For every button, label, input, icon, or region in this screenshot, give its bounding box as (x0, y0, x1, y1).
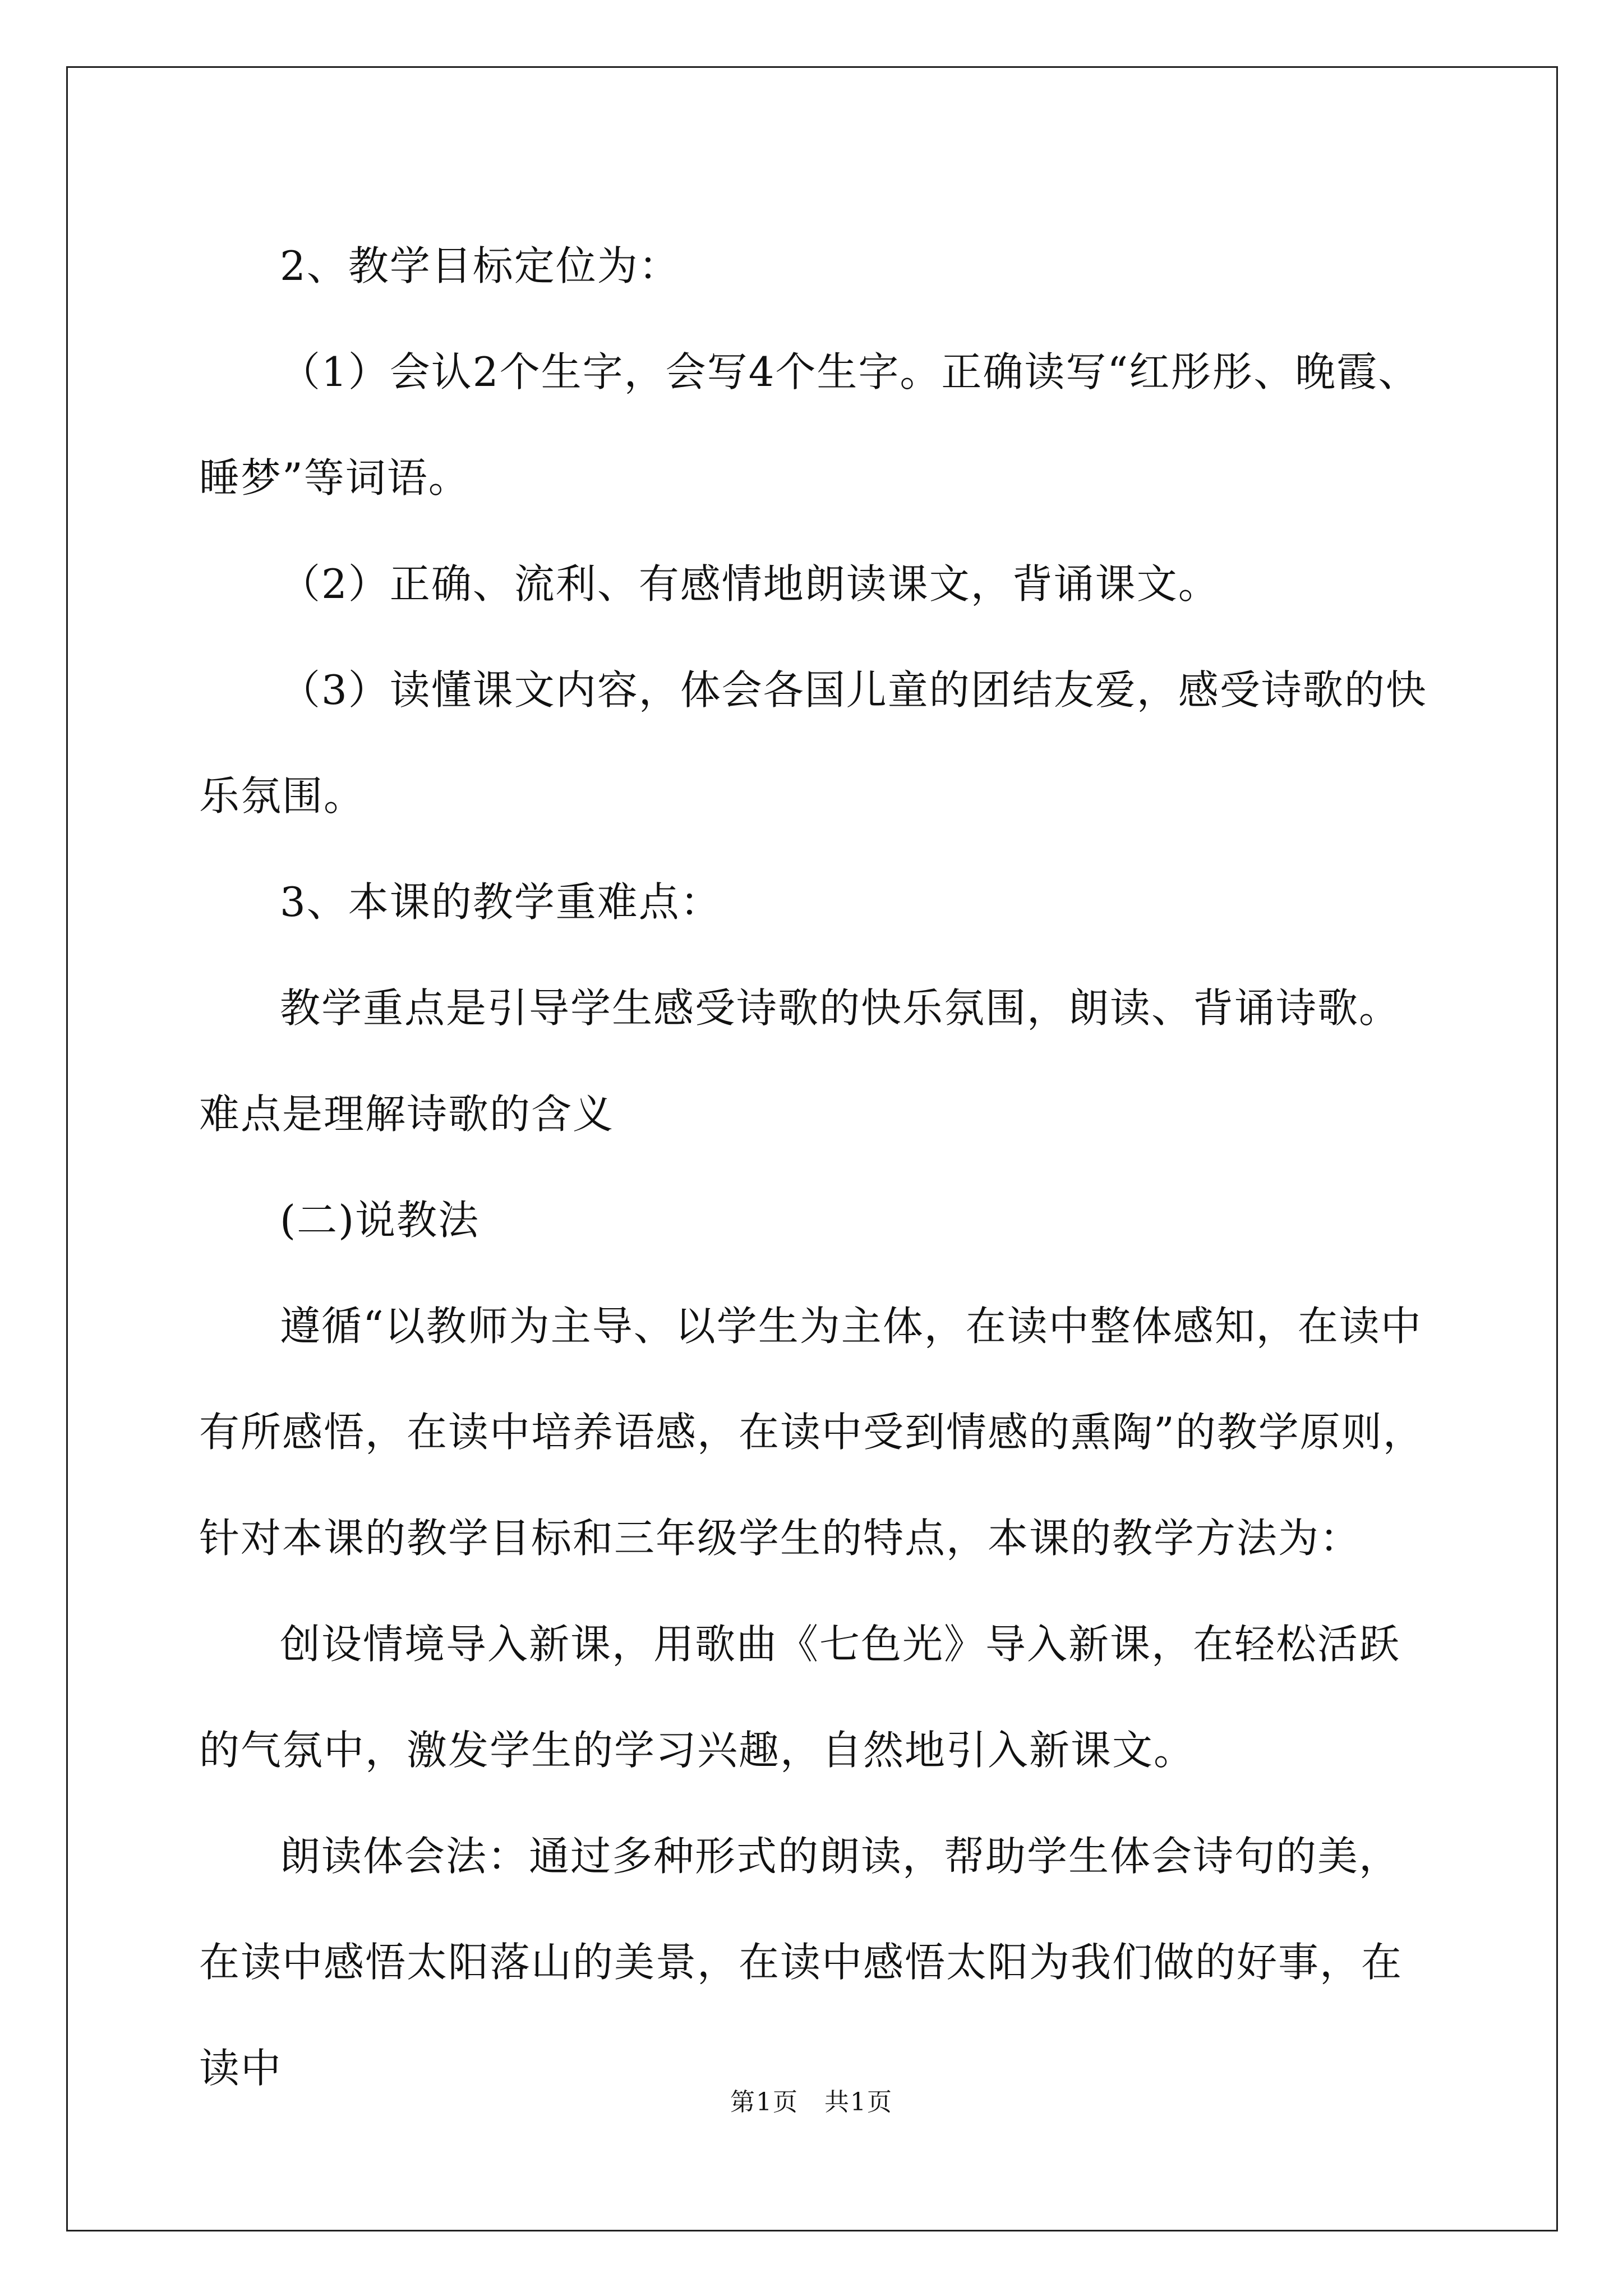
paragraph-goal-2: （2）正确、流利、有感情地朗读课文，背诵课文。 (280, 560, 1220, 608)
paragraph-goal-1: （1）会认2个生字，会写4个生字。正确读写“红彤彤、晚霞、睡梦”等词语。 (199, 348, 1420, 501)
paragraph-goal-3: （3）读懂课文内容，体会各国儿童的团结友爱，感受诗歌的快乐氛围。 (199, 666, 1427, 820)
paragraph-reading-method: 朗读体会法：通过多种形式的朗读，帮助学生体会诗句的美，在读中感悟太阳落山的美景，在读中感悟太阳为我们做的好事，在读中 (199, 1833, 1403, 2092)
paragraph-teaching-goals-heading: 2、教学目标定位为： (280, 242, 680, 289)
page-footer (0, 2086, 1623, 2119)
paragraph-teaching-method-heading: (二)说教法 (280, 1197, 480, 1244)
paragraph-key-points-heading: 3、本课的教学重难点： (280, 878, 722, 926)
paragraph-key-points: 教学重点是引导学生感受诗歌的快乐氛围，朗读、背诵诗歌。难点是理解诗歌的含义 (199, 984, 1401, 1138)
page-total: 共1页 (824, 2088, 893, 2116)
paragraph-teaching-principle: 遵循“以教师为主导、以学生为主体，在读中整体感知，在读中有所感悟，在读中培养语感，在读中受到情感的熏陶”的教学原则，针对本课的教学目标和三年级学生的特点，本课的教学方法为： (199, 1303, 1424, 1562)
paragraph-scenario-method: 创设情境导入新课，用歌曲《七色光》导入新课，在轻松活跃的气氛中，激发学生的学习兴趣，自然地引入新课文。 (199, 1621, 1401, 1774)
document-body (199, 213, 1436, 2122)
page-number: 第1页 (730, 2088, 799, 2116)
